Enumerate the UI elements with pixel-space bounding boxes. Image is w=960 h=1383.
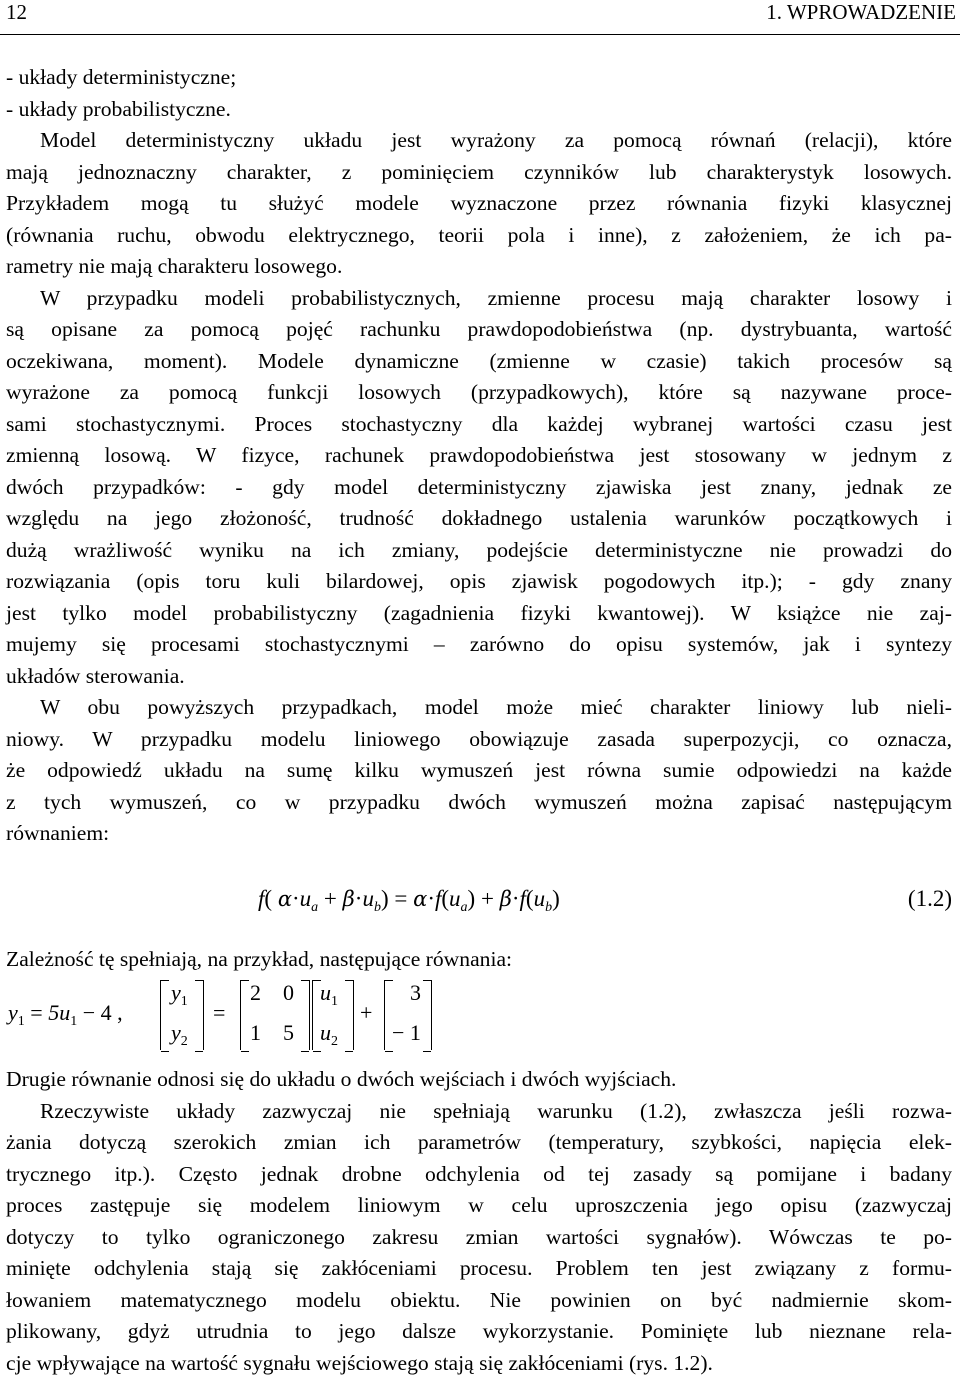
text-line: Rzeczywiste układy zazwyczaj nie spełniają warunku (1.2), zwłaszcza jeśli rozwa- — [40, 1098, 952, 1123]
text-line: równaniem: — [6, 821, 110, 845]
text-line: rametry nie mają charakteru losowego. — [6, 254, 343, 278]
text-line: oczekiwana, moment). Modele dynamiczne (zmienne w czasie) takich procesów są — [6, 348, 952, 373]
header-rule — [0, 34, 960, 35]
text-line: cje wpływające na wartość sygnału wejściowego stają się zakłóceniami (rys. 1.2). — [6, 1350, 713, 1375]
text-line: mają jednoznaczny charakter, z pominięciem czynników lub charakterystyk losowych. — [6, 159, 952, 184]
equation-number: (1.2) — [907, 886, 952, 911]
text-line: łowaniem matematycznego modelu obiektu. Nie powinien on być nadmiernie skom- — [6, 1287, 952, 1312]
text-line: rozwiązania (opis toru kuli bilardowej, opis zjawisk pogodowych itp.); - gdy znany — [6, 569, 952, 593]
text-line: są opisane za pomocą pojęć rachunku prawdopodobieństwa (np. dystrybuanta, wartość — [6, 317, 952, 341]
text-line: Drugie równanie odnosi się do układu o dwóch wejściach i dwóch wyjściach. — [6, 1067, 677, 1091]
equation-examples — [0, 976, 960, 1056]
matrix-cell: 0 — [283, 980, 294, 1005]
text-line: - układy probabilistyczne. — [6, 96, 231, 121]
equation-superposition — [0, 876, 960, 926]
text-line: Przykładem mogą tu służyć modele wyznaczone przez równania fizyki klasycznej — [6, 191, 952, 215]
equation-formula: f( $\alpha\cdot u_a + \beta\cdot u_b) = \alpha\cdot f(u_a) + \beta\cdot f(u_b)$ — [258, 886, 560, 915]
text-line: że odpowiedź układu na sumę kilku wymuszeń jest równa sumie odpowiedzi na każde — [6, 758, 952, 782]
text-line: dotyczy to tylko ograniczonego zakresu zmian wartości sygnałów). Wówczas te po- — [6, 1224, 952, 1249]
page-number: 12 — [6, 0, 27, 24]
text-line: - układy deterministyczne; — [6, 65, 237, 89]
text-line: wyrażone za pomocą funkcji losowych (przypadkowych), które są nazywane proce- — [6, 380, 952, 404]
page-header — [0, 0, 960, 40]
matrix-cell: $y_1$ — [171, 980, 188, 1009]
text-line: Zależność tę spełniają, na przykład, następujące równania: — [6, 947, 513, 971]
text-line: dwóch przypadków: - gdy model deterministyczny zjawiska jest znany, jednak ze — [6, 474, 952, 499]
text-line: względu na jego złożoność, trudność dokładnego ustalenia warunków początkowych i — [6, 506, 952, 530]
text-line: Model deterministyczny układu jest wyrażony za pomocą równań (relacji), które — [40, 128, 952, 152]
text-line: (równania ruchu, obwodu elektrycznego, teorii pola i inne), z założeniem, że ich pa- — [6, 222, 952, 247]
matrix-cell: − 1 — [392, 1020, 421, 1045]
matrix-cell: $u_2$ — [320, 1020, 338, 1049]
text-line: minięte odchylenia stają się zakłóceniami procesu. Problem ten jest związany z formu- — [6, 1256, 952, 1280]
text-line: W przypadku modeli probabilistycznych, zmienne procesu mają charakter losowy i — [40, 285, 952, 310]
text-line: układów sterowania. — [6, 663, 185, 688]
body-text — [6, 62, 952, 850]
text-line: plikowany, gdyż utrudnia to jego dalsze wykorzystanie. Pominięte lub nieznane rela- — [6, 1319, 952, 1343]
matrix-cell: $u_1$ — [320, 980, 338, 1009]
matrix-cell: 5 — [283, 1020, 294, 1045]
text-line: jest tylko model probabilistyczny (zagadnienia fizyki kwantowej). W książce nie zaj- — [6, 600, 952, 625]
matrix-cell: 1 — [250, 1020, 261, 1045]
text-line: W obu powyższych przypadkach, model może mieć charakter liniowy lub nieli- — [40, 695, 952, 719]
scalar-equation: $y_1 = 5u_1 - 4$ , — [8, 1000, 123, 1029]
chapter-title: 1. WPROWADZENIE — [766, 0, 956, 24]
text-line: dużą wrażliwość wyniku na ich zmiany, podejście deterministyczne nie prowadzi do — [6, 537, 952, 562]
body-text-continued — [6, 1064, 952, 1379]
text-line: trycznego itp.). Często jednak drobne odchylenia od tej zasady są pomijane i badany — [6, 1161, 952, 1186]
text-line: mujemy się procesami stochastycznymi – zarówno do opisu systemów, jak i syntezy — [6, 632, 952, 656]
plus-sign: + — [360, 1000, 373, 1025]
text-line: zmienną losową. W fizyce, rachunek prawdopodobieństwa jest stosowany w jednym z — [6, 443, 952, 467]
text-line: proces zastępuje się modelem liniowym w celu uproszczenia jego opisu (zazwyczaj — [6, 1193, 952, 1217]
text-line: żania dotyczą szerokich zmian ich parametrów (temperatury, szybkości, napięcia elek- — [6, 1130, 952, 1154]
text-line: niowy. W przypadku modelu liniowego obowiązuje zasada superpozycji, co oznacza, — [6, 726, 952, 751]
equals-sign: = — [213, 1000, 226, 1025]
text-line: sami stochastycznymi. Proces stochastyczny dla każdej wybranej wartości czasu jest — [6, 411, 952, 436]
text-line: z tych wymuszeń, co w przypadku dwóch wymuszeń można zapisać następującym — [6, 789, 952, 814]
matrix-cell: $y_2$ — [171, 1020, 188, 1049]
matrix-cell: 2 — [250, 980, 261, 1005]
matrix-cell: 3 — [410, 980, 421, 1005]
